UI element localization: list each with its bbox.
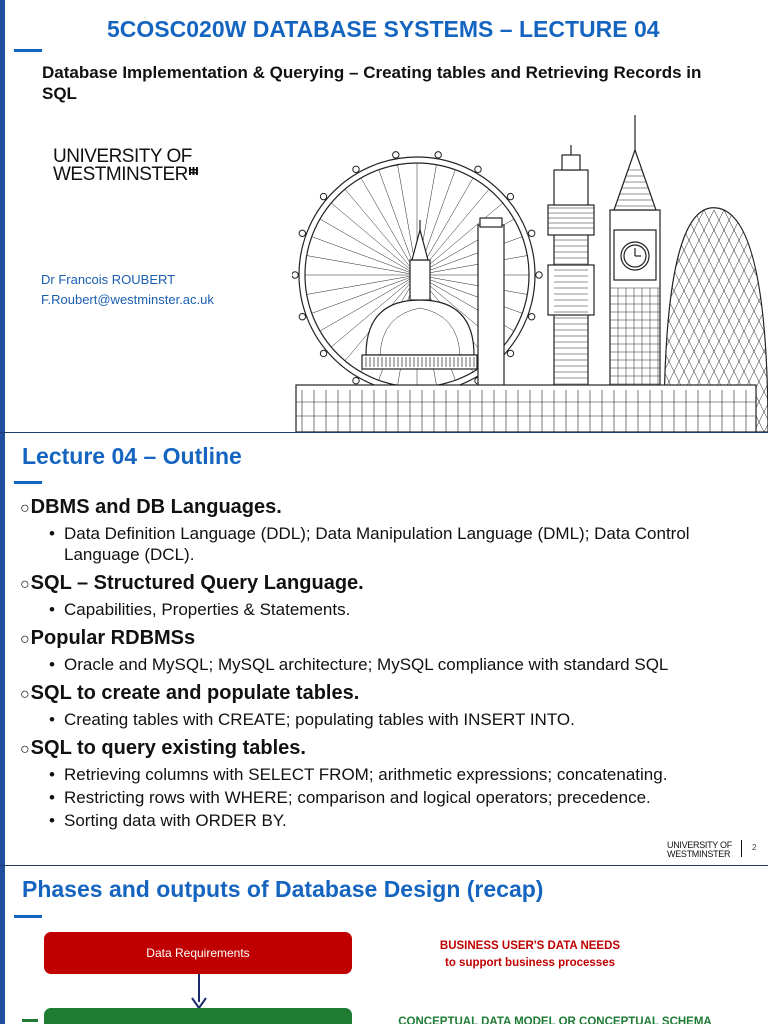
subitem-text: Capabilities, Properties & Statements.: [64, 600, 351, 619]
down-arrow-icon: [189, 974, 209, 1010]
logo-line-1: UNIVERSITY OF: [53, 146, 192, 167]
outline-subitem: [20, 523, 760, 565]
subitem-text: Creating tables with CREATE; populating tables with INSERT INTO.: [64, 710, 575, 729]
outline-subitem: [20, 654, 760, 675]
bullet-icon: •: [49, 655, 55, 674]
section-title-text: SQL to query existing tables.: [30, 737, 306, 759]
subitem-text: Restricting rows with WHERE; comparison and logical operators; precedence.: [64, 788, 651, 807]
london-skyline-illustration: [292, 110, 768, 432]
data-requirements-box: Data Requirements: [44, 932, 352, 974]
circle-bullet-icon: ○: [20, 576, 30, 593]
circle-bullet-icon: ○: [20, 686, 30, 703]
slide-title: 5COSC020W DATABASE SYSTEMS – LECTURE 04: [107, 16, 660, 42]
page-number: 2: [752, 843, 757, 852]
outline-subitem: [20, 787, 760, 808]
author-name: Dr Francois ROUBERT: [41, 272, 176, 287]
outline-section: [20, 681, 760, 730]
footer-university-logo: [667, 841, 732, 858]
conceptual-model-note: CONCEPTUAL DATA MODEL OR CONCEPTUAL SCHEMA: [398, 1016, 712, 1024]
slide-heading: Lecture 04 – Outline: [22, 443, 242, 469]
footer-logo-line-2: WESTMINSTER: [667, 848, 731, 859]
author-email[interactable]: F.Roubert@westminster.ac.uk: [41, 292, 214, 307]
outline-list: [20, 495, 760, 837]
subitem-text: Oracle and MySQL; MySQL architecture; MySQL compliance with standard SQL: [64, 655, 669, 674]
author-block: [41, 270, 214, 310]
circle-bullet-icon: ○: [20, 741, 30, 758]
bullet-icon: •: [49, 524, 55, 543]
bullet-icon: •: [49, 811, 55, 830]
business-needs-note: [420, 938, 640, 972]
outline-section-title: [20, 571, 760, 597]
business-needs-line-2: to support business processes: [445, 957, 615, 969]
title-slide: [0, 0, 768, 432]
conceptual-design-box: [44, 1008, 352, 1024]
outline-section-title: [20, 736, 760, 762]
outline-section: [20, 626, 760, 675]
slide-sidebar: [0, 0, 5, 432]
accent-dash: [14, 481, 42, 484]
slide-sidebar: [0, 433, 5, 865]
outline-section-title: [20, 681, 760, 707]
design-phases-slide: [0, 866, 768, 1024]
university-crest-icon: [189, 166, 198, 176]
section-title-text: SQL – Structured Query Language.: [30, 572, 364, 594]
bullet-icon: •: [49, 788, 55, 807]
accent-dash: [14, 915, 42, 918]
outline-slide: [0, 433, 768, 865]
outline-subitem: [20, 599, 760, 620]
section-title-text: SQL to create and populate tables.: [30, 682, 360, 704]
bullet-icon: •: [49, 710, 55, 729]
logo-line-2: WESTMINSTER: [53, 164, 188, 186]
footer-divider: [741, 840, 742, 857]
outline-section-title: [20, 495, 760, 521]
section-title-text: Popular RDBMSs: [30, 627, 196, 649]
accent-dash: [14, 49, 42, 52]
slide-subtitle: Database Implementation & Querying – Creating tables and Retrieving Records in SQL: [42, 63, 702, 103]
outline-section: [20, 736, 760, 831]
bullet-icon: •: [49, 765, 55, 784]
subitem-text: Retrieving columns with SELECT FROM; arithmetic expressions; concatenating.: [64, 765, 668, 784]
outline-subitem: [20, 764, 760, 785]
outline-subitem: [20, 709, 760, 730]
slide-heading: Phases and outputs of Database Design (recap): [22, 876, 544, 902]
circle-bullet-icon: ○: [20, 500, 30, 517]
slide-sidebar: [0, 866, 5, 1024]
outline-section: [20, 495, 760, 565]
bullet-icon: •: [49, 600, 55, 619]
circle-bullet-icon: ○: [20, 631, 30, 648]
outline-section: [20, 571, 760, 620]
section-title-text: DBMS and DB Languages.: [30, 496, 282, 518]
outline-subitem: [20, 810, 760, 831]
footer-logo-line-1: UNIVERSITY OF: [667, 840, 732, 850]
business-needs-line-1: BUSINESS USER'S DATA NEEDS: [439, 940, 621, 952]
outline-section-title: [20, 626, 760, 652]
subitem-text: Sorting data with ORDER BY.: [64, 811, 287, 830]
university-logo: [53, 148, 198, 184]
phase-marker: [22, 1019, 38, 1022]
subitem-text: Data Definition Language (DDL); Data Manipulation Language (DML); Data Control Language (DCL).: [64, 524, 690, 564]
